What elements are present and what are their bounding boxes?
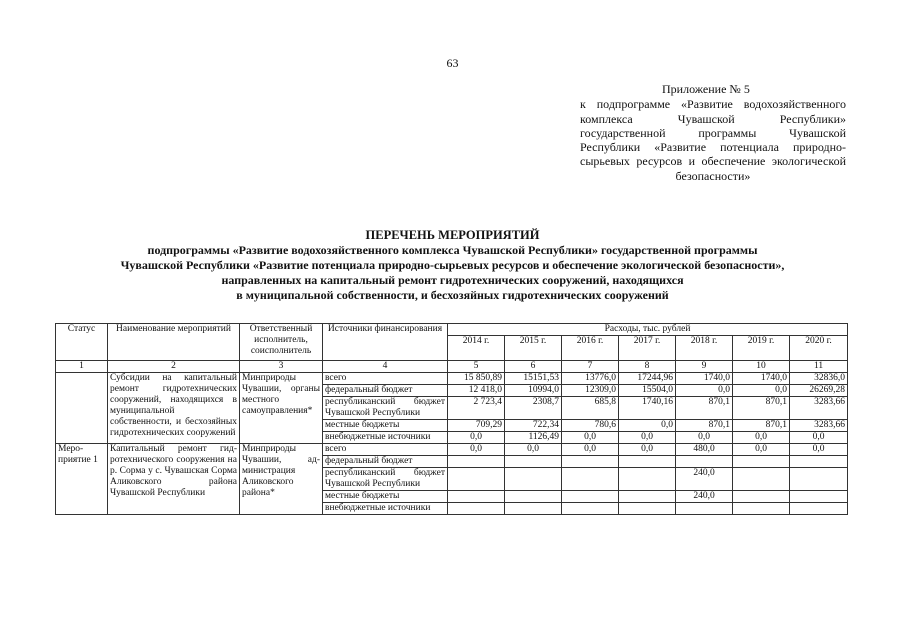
appendix-body: к подпрограмме «Развитие водохозяйственного комплекса Чувашской Республики» государственной программы Чувашской Республики «Развитие потенциала природно-сырьевых ресурсов и обеспечение экологической безопасности» [580,97,846,183]
value-cell [733,456,790,468]
value-cell: 0,0 [619,444,676,456]
value-cell [676,503,733,515]
value-cell [505,491,562,503]
header-year: 2019 г. [733,336,790,361]
source-cell: федеральный бюджет [323,456,448,468]
source-cell: местные бюджеты [323,491,448,503]
header-year: 2014 г. [448,336,505,361]
subtitle-line: подпрограммы «Развитие водохозяйственного комплекса Чувашской Республики» государственной программы [147,243,758,257]
source-cell: федеральный бюджет [323,385,448,397]
value-cell: 870,1 [676,397,733,420]
column-number: 6 [505,361,562,373]
appendix-title: Приложение № 5 [662,82,750,96]
row-executor: Минприроды Чувашии, органы местного самоуправления* [240,373,323,444]
column-numbers-row [56,361,848,373]
value-cell: 870,1 [676,420,733,432]
value-cell: 12 418,0 [448,385,505,397]
value-cell [448,503,505,515]
value-cell: 240,0 [676,491,733,503]
value-cell: 0,0 [562,432,619,444]
value-cell [562,491,619,503]
value-cell [790,456,848,468]
value-cell: 3283,66 [790,420,848,432]
value-cell [790,468,848,491]
value-cell: 0,0 [733,444,790,456]
column-number: 7 [562,361,619,373]
value-cell: 15 850,89 [448,373,505,385]
column-number: 10 [733,361,790,373]
value-cell: 0,0 [790,432,848,444]
value-cell: 12309,0 [562,385,619,397]
value-cell: 0,0 [676,385,733,397]
appendix-block [580,82,846,183]
value-cell: 17244,96 [619,373,676,385]
header-year: 2020 г. [790,336,848,361]
value-cell: 870,1 [733,397,790,420]
value-cell: 0,0 [676,432,733,444]
source-cell: внебюджетные источники [323,432,448,444]
value-cell: 0,0 [619,432,676,444]
value-cell [562,468,619,491]
value-cell: 0,0 [562,444,619,456]
value-cell: 1740,0 [676,373,733,385]
header-year: 2018 г. [676,336,733,361]
column-number: 4 [323,361,448,373]
value-cell: 780,6 [562,420,619,432]
header-expenses: Расходы, тыс. рублей [448,324,848,336]
value-cell: 870,1 [733,420,790,432]
value-cell: 0,0 [733,432,790,444]
value-cell: 0,0 [733,385,790,397]
value-cell: 0,0 [505,444,562,456]
source-cell: всего [323,373,448,385]
column-number: 5 [448,361,505,373]
header-name: Наименование мероприятий [108,324,240,361]
row-status [56,373,108,444]
header-year: 2017 г. [619,336,676,361]
column-number: 11 [790,361,848,373]
column-number: 3 [240,361,323,373]
value-cell [619,468,676,491]
row-executor: Минприроды Чувашии, администрация Аликовского района* [240,444,323,515]
value-cell [619,491,676,503]
value-cell [448,491,505,503]
value-cell [790,491,848,503]
value-cell: 2308,7 [505,397,562,420]
row-name: Субсидии на капитальный ремонт гидротехнических сооружений, находящихся в муниципальной собственности, и бесхозяйных гидротехнических сооружений [108,373,240,444]
value-cell [619,456,676,468]
value-cell [505,468,562,491]
subtitle-line: в муниципальной собственности, и бесхозяйных гидротехнических сооружений [236,288,669,302]
row-status: Мероприятие 1 [56,444,108,515]
value-cell [562,503,619,515]
value-cell: 2 723,4 [448,397,505,420]
value-cell: 15151,53 [505,373,562,385]
value-cell: 685,8 [562,397,619,420]
table-row [56,444,848,456]
document-title: ПЕРЕЧЕНЬ МЕРОПРИЯТИЙ [365,228,540,242]
header-status: Статус [56,324,108,361]
value-cell: 15504,0 [619,385,676,397]
document-subtitle [40,243,865,303]
group-subsidies [56,373,848,444]
measures-table [55,323,848,515]
value-cell: 0,0 [619,420,676,432]
value-cell: 0,0 [790,444,848,456]
value-cell [733,503,790,515]
value-cell: 709,29 [448,420,505,432]
value-cell: 1740,0 [733,373,790,385]
header-sources: Источники финансирования [323,324,448,361]
source-cell: внебюджетные источники [323,503,448,515]
value-cell: 0,0 [448,444,505,456]
value-cell: 32836,0 [790,373,848,385]
source-cell: республиканский бюджет Чувашской Республики [323,397,448,420]
source-cell: республиканский бюджет Чувашской Республики [323,468,448,491]
subtitle-line: Чувашской Республики «Развитие потенциала природно-сырьевых ресурсов и обеспечение экологической безопасности», [120,258,785,272]
source-cell: местные бюджеты [323,420,448,432]
value-cell [619,503,676,515]
subtitle-line: направленных на капитальный ремонт гидротехнических сооружений, находящихся [221,273,684,287]
value-cell: 1126,49 [505,432,562,444]
value-cell: 240,0 [676,468,733,491]
value-cell [505,503,562,515]
column-number: 8 [619,361,676,373]
value-cell [448,468,505,491]
value-cell: 1740,16 [619,397,676,420]
group-measure-1 [56,444,848,515]
header-year: 2015 г. [505,336,562,361]
value-cell [505,456,562,468]
column-number: 1 [56,361,108,373]
value-cell: 722,34 [505,420,562,432]
page-number: 63 [446,56,459,70]
header-year: 2016 г. [562,336,619,361]
header-row [56,324,848,336]
column-number: 2 [108,361,240,373]
value-cell: 0,0 [448,432,505,444]
header-executor: Ответственный исполнитель, соисполнитель [240,324,323,361]
column-number: 9 [676,361,733,373]
value-cell [448,456,505,468]
source-cell: всего [323,444,448,456]
value-cell: 480,0 [676,444,733,456]
value-cell [790,503,848,515]
value-cell: 3283,66 [790,397,848,420]
row-name: Капитальный ремонт гидротехнического сооружения на р. Сорма у с. Чувашская Сорма Аликовского района Чувашской Республики [108,444,240,515]
table-row [56,373,848,385]
value-cell [733,468,790,491]
value-cell [733,491,790,503]
value-cell: 10994,0 [505,385,562,397]
value-cell [676,456,733,468]
value-cell: 26269,28 [790,385,848,397]
value-cell: 13776,0 [562,373,619,385]
value-cell [562,456,619,468]
